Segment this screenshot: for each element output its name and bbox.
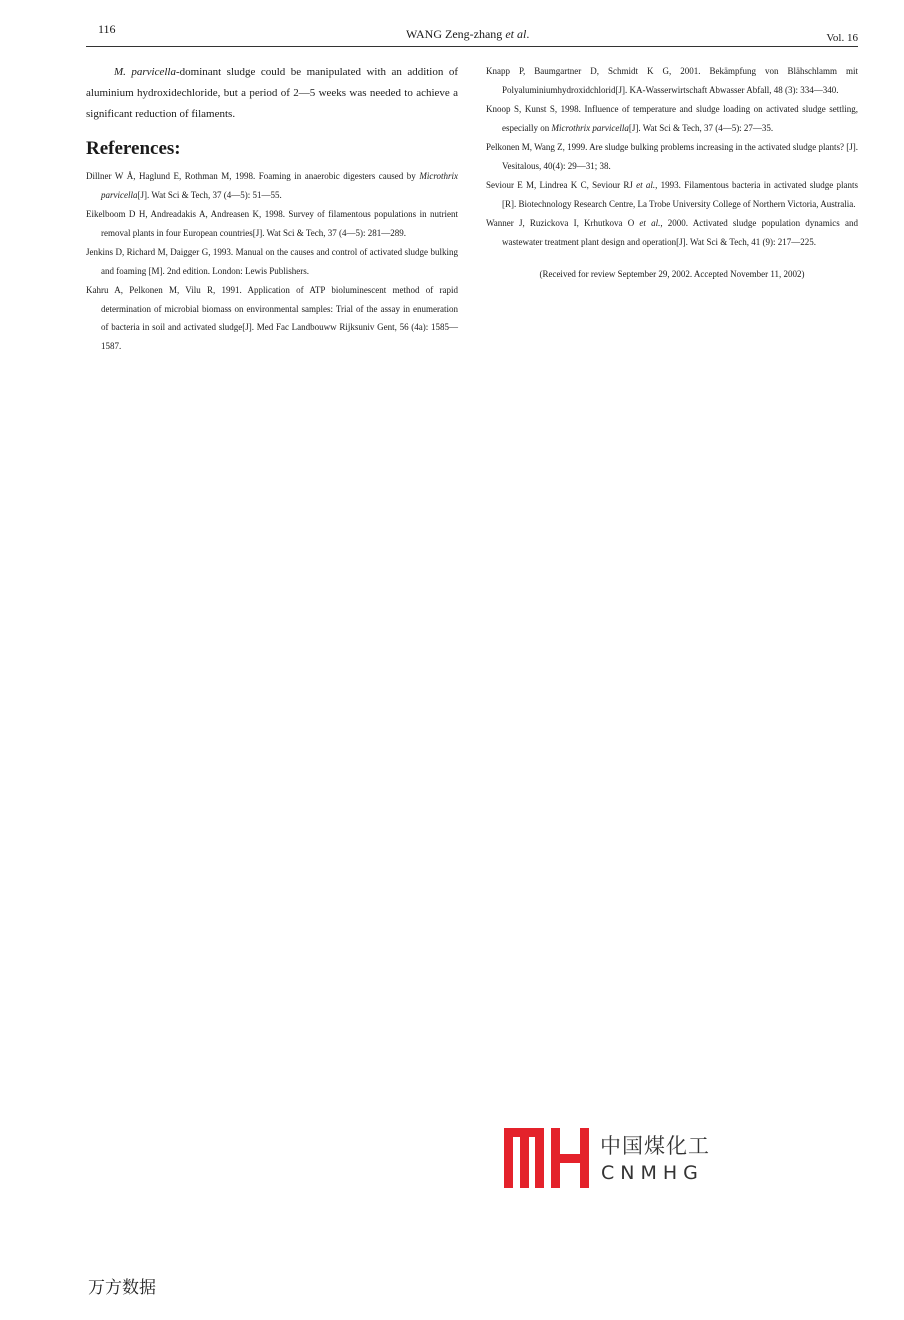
header-rule	[86, 46, 858, 47]
paragraph-text: -dominant sludge could be manipulated with an addition of aluminium hydroxidechloride, but a period of 2—5 weeks was needed to achieve a significant reduction of filaments.	[86, 66, 458, 120]
received-note: (Received for review September 29, 2002. Accepted November 11, 2002)	[539, 269, 805, 279]
reference-item: Kahru A, Pelkonen M, Vilu R, 1991. Application of ATP bioluminescent method of rapid determination of microbial biomass on environmental samples: Trial of the assay in enumeration of bacteria in soil and activated sludge[J]. Med Fac Landbouww Rijksuniv Gent, 56 (4a): 1585—1587.	[86, 285, 458, 351]
page-number: 116	[98, 22, 116, 36]
page-header	[86, 22, 858, 48]
body-paragraph	[86, 62, 458, 125]
reference-item: Seviour E M, Lindrea K C, Seviour RJ et al., 1993. Filamentous bacteria in activated sludge plants [R]. Biotechnology Research Centre, La Trobe University College of Northern Victoria, Australia.	[486, 180, 858, 209]
reference-item: Eikelboom D H, Andreadakis A, Andreasen K, 1998. Survey of filamentous populations in nutrient removal plants in four European countries[J]. Wat Sci & Tech, 37 (4—5): 281—289.	[86, 209, 458, 238]
volume-label: Vol. 16	[826, 32, 858, 44]
reference-item: Wanner J, Ruzickova I, Krhutkova O et al., 2000. Activated sludge population dynamics and wastewater treatment plant design and operation[J]. Wat Sci & Tech, 41 (9): 217—225.	[486, 218, 858, 247]
logo-english-text: CNMHG	[601, 1162, 704, 1184]
watermark-text: 万方数据	[88, 1278, 156, 1298]
running-title-etal: et al	[505, 27, 527, 41]
left-column	[86, 62, 458, 356]
logo-chinese-text: 中国煤化工	[600, 1134, 710, 1158]
references-heading: References:	[86, 138, 181, 159]
reference-item: Pelkonen M, Wang Z, 1999. Are sludge bulking problems increasing in the activated sludge plants? [J]. Vesitalous, 40(4): 29—31; 38.	[486, 142, 858, 171]
reference-item: Dillner W Å, Haglund E, Rothman M, 1998. Foaming in anaerobic digesters caused by Microthrix parvicella[J]. Wat Sci & Tech, 37 (4—5): 51—55.	[86, 171, 458, 200]
cnmhg-logo	[504, 1128, 724, 1192]
running-title-end: .	[526, 27, 530, 41]
running-title	[406, 27, 529, 42]
reference-item: Jenkins D, Richard M, Daigger G, 1993. Manual on the causes and control of activated sludge bulking and foaming [M]. 2nd edition. London: Lewis Publishers.	[86, 247, 458, 276]
right-column	[486, 62, 858, 284]
cnmhg-logo-mark-icon	[504, 1128, 594, 1192]
species-name: M. parvicella	[114, 66, 176, 78]
reference-item: Knapp P, Baumgartner D, Schmidt K G, 2001. Bekämpfung von Blähschlamm mit Polyaluminiumhydroxidchlorid[J]. KA-Wasserwirtschaft Abwasser Abfall, 48 (3): 334—340.	[486, 66, 858, 95]
reference-item: Knoop S, Kunst S, 1998. Influence of temperature and sludge loading on activated sludge settling, especially on Microthrix parvicella[J]. Wat Sci & Tech, 37 (4—5): 27—35.	[486, 104, 858, 133]
running-title-author: WANG Zeng-zhang	[406, 27, 503, 41]
